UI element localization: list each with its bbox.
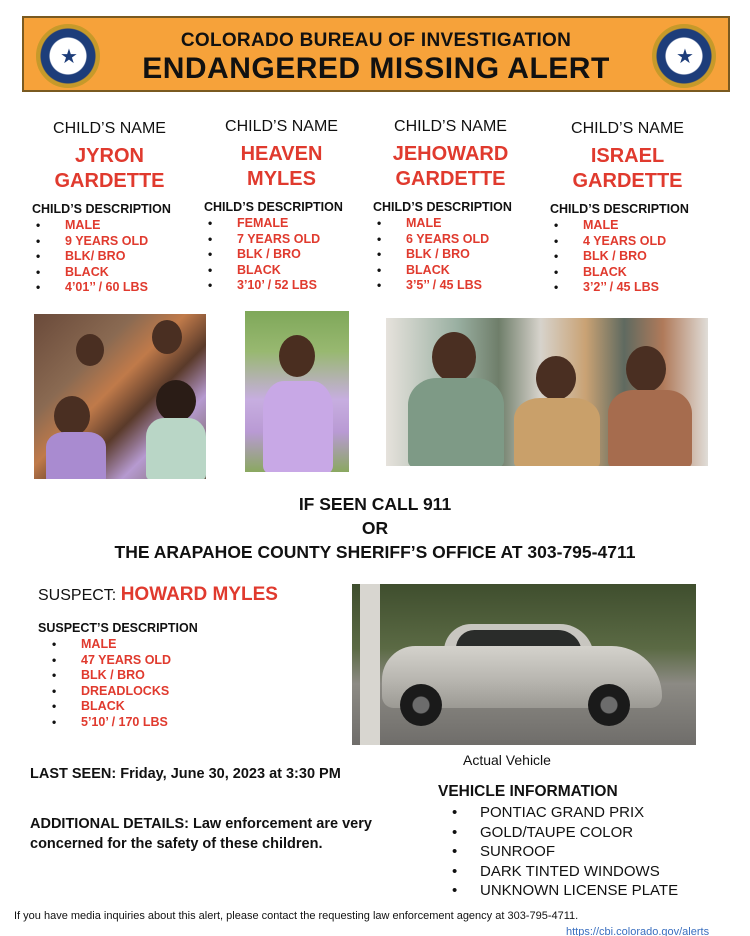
child-detail: • 9 YEARS OLD: [36, 234, 197, 250]
cbi-seal-icon: ★: [652, 24, 716, 88]
heaven-photo: [245, 311, 349, 472]
child-last-name: GARDETTE: [572, 170, 683, 192]
child-last-name: GARDETTE: [395, 168, 506, 190]
call-911-line: IF SEEN CALL 911: [298, 494, 452, 514]
child-detail: • BLACK: [377, 263, 538, 279]
child-detail: • 7 YEARS OLD: [208, 232, 369, 248]
child-card-jehoward: [363, 118, 538, 294]
additional-text: Law enforcement are very concerned for the safety of these children.: [30, 816, 372, 852]
suspect-description-list: [38, 637, 298, 730]
child-detail: • MALE: [554, 218, 715, 234]
child-detail: • 4’01’’ / 60 LBS: [36, 280, 197, 296]
child-first-name: ISRAEL: [590, 145, 665, 167]
child-last-name: GARDETTE: [54, 170, 165, 192]
children-group-photo: [34, 314, 206, 479]
vehicle-detail: • DARK TINTED WINDOWS: [438, 862, 738, 882]
child-detail: • BLK / BRO: [377, 247, 538, 263]
child-detail: • BLACK: [554, 265, 715, 281]
vehicle-detail: • GOLD/TAUPE COLOR: [438, 823, 738, 843]
suspect-detail: • DREADLOCKS: [52, 684, 298, 700]
child-card-jyron: [22, 120, 197, 296]
vehicle-photo: [352, 584, 696, 745]
child-detail: • 4 YEARS OLD: [554, 234, 715, 250]
child-description-list: [22, 218, 197, 296]
child-detail: • BLK / BRO: [208, 247, 369, 263]
child-first-name: JEHOWARD: [392, 143, 509, 165]
child-last-name: MYLES: [247, 168, 316, 190]
suspect-detail: • BLACK: [52, 699, 298, 715]
child-detail: • MALE: [36, 218, 197, 234]
child-detail: • 3’5’’ / 45 LBS: [377, 278, 538, 294]
child-detail: • BLK / BRO: [554, 249, 715, 265]
vehicle-detail: • SUNROOF: [438, 842, 738, 862]
boys-group-photo: [386, 318, 708, 466]
additional-details: [30, 815, 395, 854]
vehicle-details-list: [438, 803, 738, 901]
call-or-line: OR: [361, 518, 389, 538]
child-detail: • 6 YEARS OLD: [377, 232, 538, 248]
child-detail: • 3’10’ / 52 LBS: [208, 278, 369, 294]
vehicle-detail: • UNKNOWN LICENSE PLATE: [438, 881, 738, 901]
vehicle-caption: Actual Vehicle: [463, 752, 551, 768]
alerts-link[interactable]: https://cbi.colorado.gov/alerts: [566, 926, 710, 936]
suspect-detail: • MALE: [52, 637, 298, 653]
child-description-heading: CHILD’S DESCRIPTION: [204, 200, 343, 214]
child-card-israel: [540, 120, 715, 296]
child-description-list: [540, 218, 715, 296]
agency-title: COLORADO BUREAU OF INVESTIGATION: [180, 30, 572, 51]
child-name-label: CHILD’S NAME: [53, 120, 166, 137]
child-name-label: CHILD’S NAME: [394, 118, 507, 135]
vehicle-heading: VEHICLE INFORMATION: [438, 783, 618, 800]
suspect-description-heading: SUSPECT’S DESCRIPTION: [38, 621, 198, 635]
media-inquiry-note: If you have media inquiries about this alert, please contact the requesting law enforcement agency at 303-795-4711.: [14, 910, 579, 922]
child-name-label: CHILD’S NAME: [571, 120, 684, 137]
alert-title: ENDANGERED MISSING ALERT: [142, 52, 610, 85]
last-seen: LAST SEEN: Friday, June 30, 2023 at 3:30 PM: [30, 766, 341, 782]
suspect-description: [38, 621, 298, 730]
child-detail: • BLACK: [208, 263, 369, 279]
suspect-name: HOWARD MYLES: [120, 584, 278, 605]
vehicle-detail: • PONTIAC GRAND PRIX: [438, 803, 738, 823]
child-description-list: [363, 216, 538, 294]
child-detail: • BLACK: [36, 265, 197, 281]
sheriff-phone-line: THE ARAPAHOE COUNTY SHERIFF’S OFFICE AT 303-795-4711: [114, 542, 636, 562]
suspect-detail: • 47 YEARS OLD: [52, 653, 298, 669]
suspect-detail: • 5’10’ / 170 LBS: [52, 715, 298, 731]
alert-banner: [22, 16, 730, 92]
child-description-heading: CHILD’S DESCRIPTION: [550, 202, 689, 216]
cbi-seal-icon: ★: [36, 24, 100, 88]
vehicle-information: [438, 783, 738, 901]
child-description-heading: CHILD’S DESCRIPTION: [32, 202, 171, 216]
child-first-name: HEAVEN: [240, 143, 323, 165]
child-first-name: JYRON: [75, 145, 144, 167]
child-description-list: [194, 216, 369, 294]
child-description-heading: CHILD’S DESCRIPTION: [373, 200, 512, 214]
child-name-label: CHILD’S NAME: [225, 118, 338, 135]
child-detail: • BLK/ BRO: [36, 249, 197, 265]
child-detail: • MALE: [377, 216, 538, 232]
child-detail: • FEMALE: [208, 216, 369, 232]
suspect-heading: [38, 584, 278, 606]
additional-label: ADDITIONAL DETAILS:: [30, 816, 189, 832]
suspect-detail: • BLK / BRO: [52, 668, 298, 684]
suspect-label: SUSPECT:: [38, 587, 117, 604]
child-card-heaven: [194, 118, 369, 294]
child-detail: • 3’2’’ / 45 LBS: [554, 280, 715, 296]
